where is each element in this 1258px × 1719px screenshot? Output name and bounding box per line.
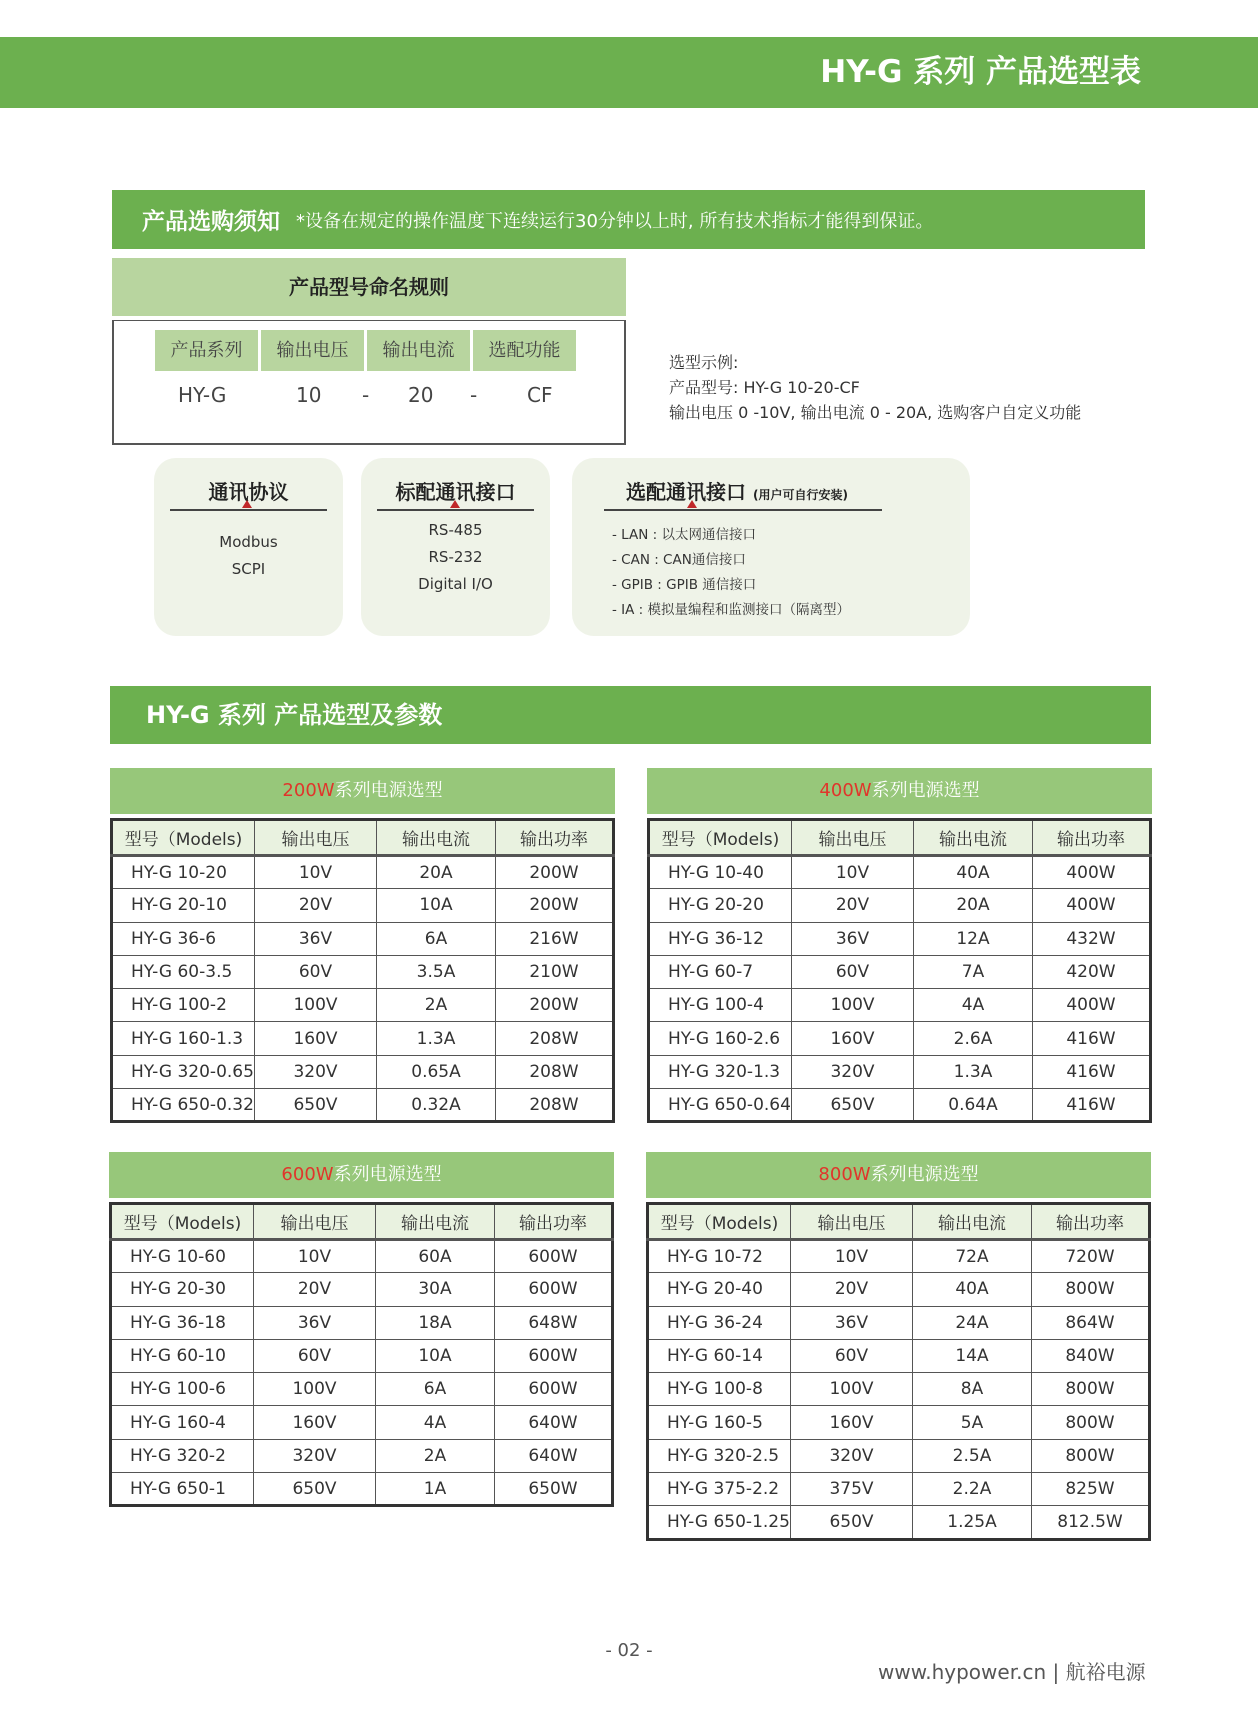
table-cell: 2.5A: [913, 1439, 1032, 1472]
table-cell: 864W: [1032, 1306, 1150, 1339]
column-header: 输出电压: [255, 820, 377, 856]
card-item: - LAN : 以太网通信接口: [612, 527, 756, 543]
table-row: [648, 1506, 1150, 1539]
table-row: [649, 955, 1151, 988]
table-cell: 20A: [377, 856, 496, 889]
table-title-suffix: 系列电源选型: [333, 1164, 442, 1185]
selection-example: [669, 350, 1081, 425]
example-line: 选型示例:: [669, 353, 739, 372]
table-title-suffix: 系列电源选型: [871, 780, 980, 801]
triangle-icon: [450, 500, 460, 508]
table-header-row: [112, 820, 614, 856]
table-cell: 600W: [495, 1373, 613, 1406]
table-cell: 5A: [913, 1406, 1032, 1439]
column-header: 型号（Models): [111, 1204, 254, 1240]
table-cell: 24A: [913, 1306, 1032, 1339]
table-cell: 60V: [254, 1339, 376, 1372]
table-cell: 72A: [913, 1240, 1032, 1273]
table-cell: HY-G 20-20: [649, 889, 792, 922]
naming-rule-title: 产品型号命名规则: [112, 258, 626, 316]
table-cell: HY-G 60-7: [649, 955, 792, 988]
table-cell: 400W: [1033, 989, 1151, 1022]
card-optional-interface: [572, 458, 970, 636]
divider: [604, 509, 882, 511]
table-cell: 3.5A: [377, 955, 496, 988]
table-cell: HY-G 320-1.3: [649, 1055, 792, 1088]
table-cell: 36V: [254, 1306, 376, 1339]
table-power: 400W: [819, 780, 872, 801]
column-header: 型号（Models): [649, 820, 792, 856]
table-power: 600W: [281, 1164, 334, 1185]
table-cell: HY-G 36-18: [111, 1306, 254, 1339]
naming-separator: -: [470, 383, 478, 407]
table-cell: 8A: [913, 1373, 1032, 1406]
table-row: [648, 1306, 1150, 1339]
table-cell: 40A: [914, 856, 1033, 889]
table-cell: 600W: [495, 1339, 613, 1372]
table-row: [649, 1089, 1151, 1122]
table-cell: 650V: [255, 1089, 377, 1122]
table-cell: 200W: [496, 889, 614, 922]
table-title: [109, 1152, 614, 1198]
card-item: - CAN : CAN通信接口: [612, 552, 746, 568]
table-cell: HY-G 36-24: [648, 1306, 791, 1339]
table-cell: 650V: [792, 1089, 914, 1122]
table-cell: 640W: [495, 1406, 613, 1439]
table-row: [112, 1055, 614, 1088]
table-cell: HY-G 10-20: [112, 856, 255, 889]
table-cell: 6A: [376, 1373, 495, 1406]
table-cell: 60V: [791, 1339, 913, 1372]
naming-header: 产品系列: [155, 330, 258, 371]
table-cell: 30A: [376, 1273, 495, 1306]
naming-value: CF: [527, 383, 553, 407]
table-cell: 36V: [255, 922, 377, 955]
table-cell: 416W: [1033, 1022, 1151, 1055]
card-title-wrap: [572, 476, 970, 505]
table-cell: 1A: [376, 1473, 495, 1506]
card-title: 通讯协议: [208, 480, 289, 504]
table-cell: 18A: [376, 1306, 495, 1339]
section-title: HY-G 系列 产品选型及参数: [110, 686, 1151, 744]
triangle-icon: [242, 500, 252, 508]
spec-table: [110, 818, 615, 1123]
table-title: [110, 768, 615, 814]
table-cell: 10V: [255, 856, 377, 889]
card-item: - GPIB : GPIB 通信接口: [612, 577, 757, 593]
naming-header: 输出电流: [367, 330, 470, 371]
table-row: [648, 1339, 1150, 1372]
card-standard-interface: [361, 458, 550, 636]
naming-separator: -: [362, 383, 370, 407]
spec-table: [646, 1202, 1151, 1541]
table-cell: 20V: [791, 1273, 913, 1306]
table-cell: 420W: [1033, 955, 1151, 988]
card-item: - IA : 模拟量编程和监测接口（隔离型）: [612, 602, 851, 618]
table-cell: 100V: [254, 1373, 376, 1406]
card-item: Digital I/O: [418, 575, 493, 593]
table-cell: HY-G 60-14: [648, 1339, 791, 1372]
table-cell: 100V: [792, 989, 914, 1022]
table-cell: HY-G 160-4: [111, 1406, 254, 1439]
card-subtitle: (用户可自行安装): [752, 488, 848, 502]
column-header: 型号（Models): [112, 820, 255, 856]
table-cell: 160V: [792, 1022, 914, 1055]
column-header: 输出功率: [1032, 1204, 1150, 1240]
table-cell: HY-G 10-40: [649, 856, 792, 889]
table-cell: HY-G 100-8: [648, 1373, 791, 1406]
table-cell: HY-G 375-2.2: [648, 1473, 791, 1506]
table-cell: 1.3A: [377, 1022, 496, 1055]
table-row: [111, 1240, 613, 1273]
table-cell: HY-G 10-60: [111, 1240, 254, 1273]
table-cell: 840W: [1032, 1339, 1150, 1372]
column-header: 输出电流: [377, 820, 496, 856]
table-row: [111, 1406, 613, 1439]
notice-title: 产品选购须知: [142, 209, 280, 235]
table-cell: HY-G 320-2: [111, 1439, 254, 1472]
table-row: [648, 1373, 1150, 1406]
table-cell: 36V: [792, 922, 914, 955]
table-cell: 2.2A: [913, 1473, 1032, 1506]
table-cell: 14A: [913, 1339, 1032, 1372]
example-line: 产品型号: HY-G 10-20-CF: [669, 378, 860, 397]
column-header: 输出电压: [791, 1204, 913, 1240]
naming-rule-box: [112, 320, 626, 445]
table-row: [111, 1273, 613, 1306]
column-header: 输出电压: [254, 1204, 376, 1240]
card-protocol: [154, 458, 343, 636]
column-header: 输出功率: [1033, 820, 1151, 856]
table-cell: 650V: [254, 1473, 376, 1506]
table-row: [649, 889, 1151, 922]
table-cell: 2.6A: [914, 1022, 1033, 1055]
table-cell: 10V: [254, 1240, 376, 1273]
table-cell: 200W: [496, 856, 614, 889]
spec-table: [109, 1202, 614, 1507]
table-cell: 720W: [1032, 1240, 1150, 1273]
table-cell: 160V: [791, 1406, 913, 1439]
table-cell: HY-G 160-1.3: [112, 1022, 255, 1055]
table-row: [648, 1439, 1150, 1472]
table-800w: [646, 1152, 1151, 1541]
table-cell: 6A: [377, 922, 496, 955]
table-cell: 0.64A: [914, 1089, 1033, 1122]
table-cell: 160V: [254, 1406, 376, 1439]
table-row: [112, 955, 614, 988]
table-cell: 375V: [791, 1473, 913, 1506]
table-cell: 320V: [255, 1055, 377, 1088]
table-cell: 825W: [1032, 1473, 1150, 1506]
table-cell: 416W: [1033, 1089, 1151, 1122]
table-cell: 208W: [496, 1089, 614, 1122]
table-title: [646, 1152, 1151, 1198]
table-cell: HY-G 10-72: [648, 1240, 791, 1273]
table-header-row: [649, 820, 1151, 856]
table-cell: 10A: [376, 1339, 495, 1372]
table-cell: 320V: [254, 1439, 376, 1472]
table-cell: 12A: [914, 922, 1033, 955]
table-row: [112, 1089, 614, 1122]
triangle-icon: [687, 500, 697, 508]
table-row: [648, 1273, 1150, 1306]
table-cell: 10V: [791, 1240, 913, 1273]
table-cell: 812.5W: [1032, 1506, 1150, 1539]
table-cell: 160V: [255, 1022, 377, 1055]
column-header: 输出功率: [496, 820, 614, 856]
card-item: RS-485: [428, 521, 483, 539]
table-cell: 20V: [255, 889, 377, 922]
table-cell: 100V: [791, 1373, 913, 1406]
divider: [377, 509, 534, 511]
table-header-row: [111, 1204, 613, 1240]
table-cell: HY-G 320-0.65: [112, 1055, 255, 1088]
table-cell: 4A: [914, 989, 1033, 1022]
table-row: [112, 1022, 614, 1055]
table-400w: [647, 768, 1152, 1123]
column-header: 型号（Models): [648, 1204, 791, 1240]
naming-value: 20: [408, 383, 434, 407]
table-cell: HY-G 36-6: [112, 922, 255, 955]
card-item: RS-232: [428, 548, 483, 566]
table-row: [648, 1240, 1150, 1273]
table-cell: HY-G 650-1: [111, 1473, 254, 1506]
table-cell: 650V: [791, 1506, 913, 1539]
page-number: - 02 -: [605, 1640, 653, 1661]
naming-header: 输出电压: [261, 330, 364, 371]
card-title: 标配通讯接口: [395, 480, 516, 504]
column-header: 输出电流: [376, 1204, 495, 1240]
table-cell: 600W: [495, 1273, 613, 1306]
page-title: HY-G 系列 产品选型表: [0, 37, 1258, 108]
table-cell: 800W: [1032, 1373, 1150, 1406]
spec-table: [647, 818, 1152, 1123]
column-header: 输出电流: [913, 1204, 1032, 1240]
card-title: 选配通讯接口: [626, 480, 746, 504]
column-header: 输出电压: [792, 820, 914, 856]
table-title-suffix: 系列电源选型: [870, 1164, 979, 1185]
table-row: [112, 989, 614, 1022]
naming-header: 选配功能: [473, 330, 576, 371]
table-200w: [110, 768, 615, 1123]
table-cell: 4A: [376, 1406, 495, 1439]
table-title: [647, 768, 1152, 814]
table-cell: 320V: [791, 1439, 913, 1472]
table-row: [111, 1373, 613, 1406]
table-row: [112, 922, 614, 955]
table-cell: 60V: [792, 955, 914, 988]
purchase-notice: [112, 190, 1145, 249]
divider: [170, 509, 327, 511]
table-cell: 10A: [377, 889, 496, 922]
table-cell: 210W: [496, 955, 614, 988]
table-row: [112, 856, 614, 889]
table-cell: 208W: [496, 1055, 614, 1088]
table-row: [112, 889, 614, 922]
table-cell: 20V: [792, 889, 914, 922]
table-cell: HY-G 320-2.5: [648, 1439, 791, 1472]
table-cell: 400W: [1033, 856, 1151, 889]
table-cell: 1.3A: [914, 1055, 1033, 1088]
table-cell: 1.25A: [913, 1506, 1032, 1539]
table-cell: HY-G 60-3.5: [112, 955, 255, 988]
table-cell: HY-G 20-10: [112, 889, 255, 922]
table-600w: [109, 1152, 614, 1507]
table-cell: 200W: [496, 989, 614, 1022]
table-title-suffix: 系列电源选型: [334, 780, 443, 801]
table-power: 800W: [818, 1164, 871, 1185]
table-row: [648, 1473, 1150, 1506]
table-cell: 60A: [376, 1240, 495, 1273]
table-cell: 2A: [376, 1439, 495, 1472]
table-header-row: [648, 1204, 1150, 1240]
column-header: 输出功率: [495, 1204, 613, 1240]
table-cell: 432W: [1033, 922, 1151, 955]
table-cell: HY-G 60-10: [111, 1339, 254, 1372]
table-cell: 216W: [496, 922, 614, 955]
table-row: [111, 1339, 613, 1372]
table-power: 200W: [282, 780, 335, 801]
table-cell: HY-G 20-30: [111, 1273, 254, 1306]
table-cell: 208W: [496, 1022, 614, 1055]
table-cell: 2A: [377, 989, 496, 1022]
table-cell: 600W: [495, 1240, 613, 1273]
table-cell: 20A: [914, 889, 1033, 922]
table-cell: 800W: [1032, 1439, 1150, 1472]
table-cell: 650W: [495, 1473, 613, 1506]
table-cell: 800W: [1032, 1273, 1150, 1306]
table-cell: 36V: [791, 1306, 913, 1339]
card-item: Modbus: [219, 533, 278, 551]
footer-site: www.hypower.cn | 航裕电源: [878, 1660, 1146, 1684]
table-cell: HY-G 160-5: [648, 1406, 791, 1439]
table-row: [649, 1022, 1151, 1055]
table-cell: HY-G 36-12: [649, 922, 792, 955]
table-row: [649, 1055, 1151, 1088]
table-row: [649, 989, 1151, 1022]
naming-value: HY-G: [178, 383, 227, 407]
table-cell: HY-G 20-40: [648, 1273, 791, 1306]
table-cell: 320V: [792, 1055, 914, 1088]
table-cell: HY-G 650-0.64: [649, 1089, 792, 1122]
table-row: [649, 856, 1151, 889]
notice-text: *设备在规定的操作温度下连续运行30分钟以上时, 所有技术指标才能得到保证。: [296, 210, 934, 232]
table-cell: 0.65A: [377, 1055, 496, 1088]
table-row: [111, 1306, 613, 1339]
table-cell: 648W: [495, 1306, 613, 1339]
table-cell: HY-G 650-0.32: [112, 1089, 255, 1122]
table-cell: 0.32A: [377, 1089, 496, 1122]
card-item: SCPI: [231, 560, 266, 578]
table-cell: HY-G 160-2.6: [649, 1022, 792, 1055]
table-cell: 7A: [914, 955, 1033, 988]
table-cell: HY-G 650-1.25: [648, 1506, 791, 1539]
table-cell: HY-G 100-4: [649, 989, 792, 1022]
table-cell: 40A: [913, 1273, 1032, 1306]
table-row: [111, 1439, 613, 1472]
table-cell: 20V: [254, 1273, 376, 1306]
table-cell: 400W: [1033, 889, 1151, 922]
table-cell: 800W: [1032, 1406, 1150, 1439]
table-cell: 10V: [792, 856, 914, 889]
naming-value: 10: [296, 383, 322, 407]
table-row: [648, 1406, 1150, 1439]
table-row: [111, 1473, 613, 1506]
example-line: 输出电压 0 -10V, 输出电流 0 - 20A, 选购客户自定义功能: [669, 403, 1082, 422]
table-cell: 640W: [495, 1439, 613, 1472]
table-cell: HY-G 100-2: [112, 989, 255, 1022]
table-row: [649, 922, 1151, 955]
table-cell: 416W: [1033, 1055, 1151, 1088]
table-cell: 100V: [255, 989, 377, 1022]
table-cell: HY-G 100-6: [111, 1373, 254, 1406]
column-header: 输出电流: [914, 820, 1033, 856]
table-cell: 60V: [255, 955, 377, 988]
